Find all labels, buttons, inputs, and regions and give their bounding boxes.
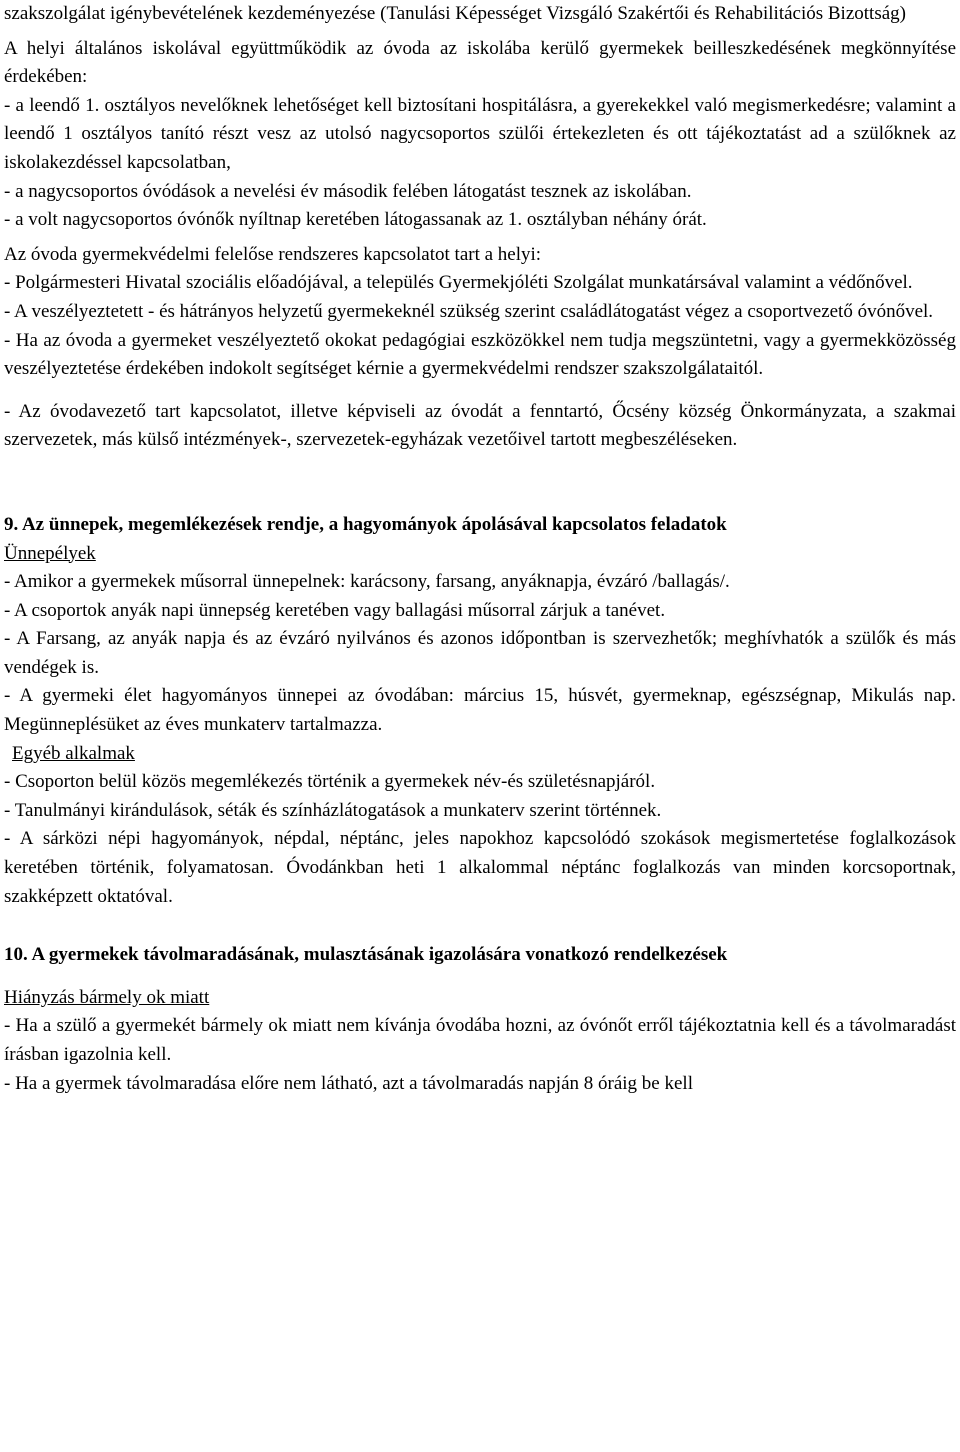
list-item-open-day: - a volt nagycsoportos óvónők nyíltnap keretében látogassanak az 1. osztályban néhány órát. (4, 209, 707, 231)
list-item: - Amikor a gyermekek műsorral ünnepelnek: karácsony, farsang, anyáknapja, évzáró /ballagás/. (4, 571, 730, 593)
section-10-subheading-absence: Hiányzás bármely ok miatt (4, 986, 210, 1008)
list-item: - A Farsang, az anyák napja és az évzáró nyilvános és azonos időpontban is szervezhetők; meghívhatók a szülők és más vendégek is. (4, 628, 956, 678)
spacer (4, 911, 956, 941)
spacer (4, 970, 956, 984)
paragraph-director-contact: - Az óvodavezető tart kapcsolatot, illetve képviseli az óvodát a fenntartó, Őcsény község Önkormányzata, a szakmai szervezetek, más külső intézmények-, szervezetek-egyházak vezetőivel tartott megbeszéléseken. (4, 400, 956, 451)
list-item-endangering: - Ha az óvoda a gyermeket veszélyeztető okokat pedagógiai eszközökkel nem tudja megszüntetni, vagy a gyermekközösség veszélyeztetése érdekében indokolt segítséget kérnie a gyermekvédelmi rendszer szakszolgálataitól. (4, 329, 956, 380)
list-item: - Ha a szülő a gyermekét bármely ok miatt nem kívánja óvodába hozni, az óvónőt erről tájékoztatnia kell és a távolmaradást írásban igazolnia kell. (4, 1015, 956, 1065)
paragraph-child-protection: Az óvoda gyermekvédelmi felelőse rendszeres kapcsolatot tart a helyi: (4, 243, 542, 265)
section-9-subheading-celebrations: Ünnepélyek (4, 542, 96, 564)
list-item-teachers: - a leendő 1. osztályos nevelőknek lehetőséget kell biztosítani hospitálásra, a gyerekekkel való megismerkedésre; valamint a leendő 1 osztályos tanító részt vesz az utolsó nagycsoportos szülői értekezleten és ott tájékoztatást ad a szülőknek az iskolakezdéssel kapcsolatban, (4, 94, 956, 173)
list-item: - A csoportok anyák napi ünnepség keretében vagy ballagási műsorral zárjuk a tanévet. (4, 599, 666, 621)
list-item-visit-school: - a nagycsoportos óvódások a nevelési év második felében látogatást tesznek az iskolában. (4, 180, 692, 202)
subheading-label: Egyéb alkalmak (12, 742, 135, 764)
list-item: - Csoporton belül közös megemlékezés történik a gyermekek név-és születésnapjáról. (4, 771, 656, 793)
spacer (4, 384, 956, 398)
section-9-heading: 9. Az ünnepek, megemlékezések rendje, a hagyományok ápolásával kapcsolatos feladatok (4, 513, 727, 535)
list-item: - Ha a gyermek távolmaradása előre nem látható, azt a távolmaradás napján 8 óráig be kell (4, 1072, 693, 1094)
paragraph-school-cooperation: A helyi általános iskolával együttműködik az óvoda az iskolába kerülő gyermekek beilleszkedésének megkönnyítése érdekében: (4, 37, 956, 88)
list-item-family-visit: - A veszélyeztetett - és hátrányos helyzetű gyermekeknél szükség szerint családlátogatást végez a csoportvezető óvónővel. (4, 300, 934, 322)
list-item: - A sárközi népi hagyományok, népdal, néptánc, jeles napokhoz kapcsolódó szokások megismertetése foglalkozások keretében történik, folyamatosan. Óvodánkban heti 1 alkalommal néptánc foglalkozás van minden korcsoportnak, szakképzett oktatóval. (4, 828, 956, 907)
document-page (4, 0, 956, 1098)
section-10-heading: 10. A gyermekek távolmaradásának, mulasztásának igazolására vonatkozó rendelkezések (4, 944, 728, 966)
section-9-subheading-other (4, 740, 956, 769)
list-item-mayor-office: - Polgármesteri Hivatal szociális előadójával, a település Gyermekjóléti Szolgálat munkatársával valamint a védőnővel. (4, 272, 913, 294)
paragraph-referral: szakszolgálat igénybevételének kezdeményezése (Tanulási Képességet Vizsgáló Szakértői és Rehabilitációs Bizottság) (4, 3, 906, 24)
list-item: - A gyermeki élet hagyományos ünnepei az óvodában: március 15, húsvét, gyermeknap, egészségnap, Mikulás nap. Megünneplésüket az éves munkaterv tartalmazza. (4, 685, 956, 736)
list-item: - Tanulmányi kirándulások, séták és színházlátogatások a munkaterv szerint történnek. (4, 799, 662, 821)
spacer (4, 455, 956, 511)
